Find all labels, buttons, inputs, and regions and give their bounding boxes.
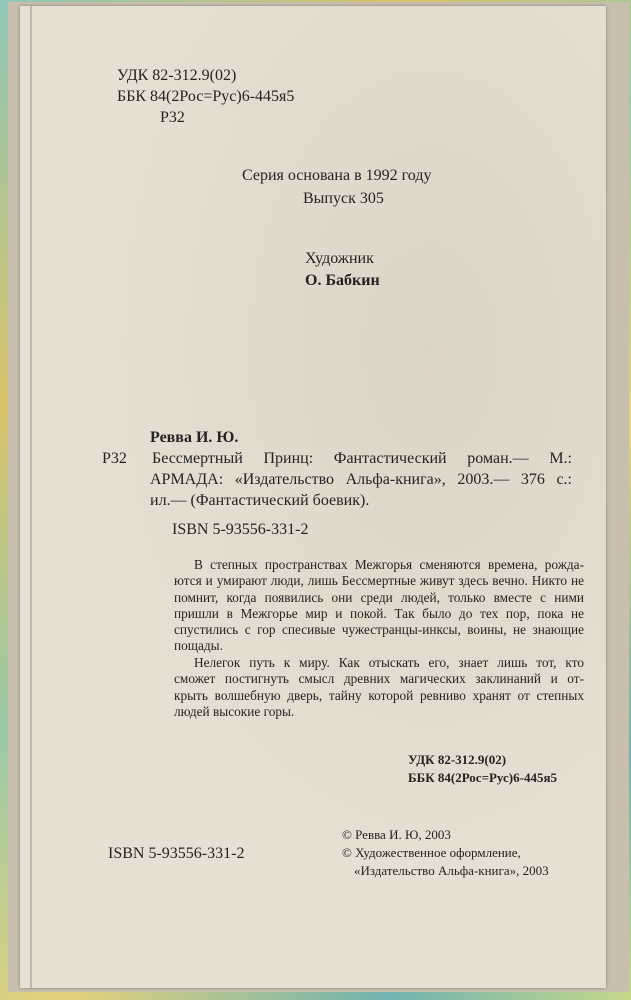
- artist-label: Художник: [305, 250, 374, 267]
- record-line-2: АРМАДА: «Издательство Альфа-книга», 2003.— 376 с.:: [150, 471, 572, 488]
- record-code: Р32: [102, 450, 127, 467]
- annotation-line: Нелегок путь к миру. Как отыскать его, знает лишь тот, кто: [194, 655, 584, 670]
- artist-name: О. Бабкин: [305, 272, 380, 289]
- header-code: Р32: [160, 109, 185, 126]
- annotation-line: помнит, когда появились они среди людей, только вместе с ними: [174, 589, 584, 605]
- record-isbn: ISBN 5-93556-331-2: [172, 521, 309, 538]
- page-fold: [30, 6, 32, 988]
- annotation-line: сможет постигнуть смысл древних магических заклинаний и от-: [174, 671, 584, 687]
- copyright-author: © Ревва И. Ю, 2003: [342, 827, 451, 842]
- annotation-line: пришли в Межгорье мир и покой. Так было до тех пор, пока не: [174, 605, 584, 621]
- header-udk: УДК 82-312.9(02): [117, 67, 237, 84]
- series-founded: Серия основана в 1992 году: [242, 167, 432, 184]
- annotation-line: крыть волшебную дверь, тайну которой ревниво хранят от степных: [174, 687, 584, 703]
- footer-bbk: ББК 84(2Рос=Рус)6-445я5: [408, 770, 557, 785]
- footer-isbn: ISBN 5-93556-331-2: [108, 845, 245, 862]
- annotation-line: пощады.: [174, 638, 223, 654]
- copyright-publisher: «Издательство Альфа-книга», 2003: [354, 863, 549, 878]
- annotation-paragraph-1: [174, 557, 584, 655]
- copyright-design: © Художественное оформление,: [342, 845, 521, 860]
- record-line-1: Бессмертный Принц: Фантастический роман.— М.:: [152, 450, 572, 467]
- annotation-line: ются и умирают люди, лишь Бессмертные живут здесь вечно. Никто не: [174, 573, 584, 589]
- record-line-3: ил.— (Фантастический боевик).: [150, 492, 370, 509]
- header-bbk: ББК 84(2Рос=Рус)6-445я5: [117, 88, 295, 105]
- footer-udk: УДК 82-312.9(02): [408, 752, 507, 767]
- annotation-paragraph-2: [174, 655, 584, 720]
- series-issue: Выпуск 305: [303, 190, 384, 207]
- annotation-line: В степных пространствах Межгорья сменяются времена, рожда-: [194, 557, 584, 572]
- annotation-line: людей высокие горы.: [174, 703, 295, 719]
- book-page: [20, 6, 606, 988]
- annotation-line: спустились с гор спесивые чужестранцы-инксы, воины, не знающие: [174, 622, 584, 638]
- record-author: Ревва И. Ю.: [150, 429, 239, 446]
